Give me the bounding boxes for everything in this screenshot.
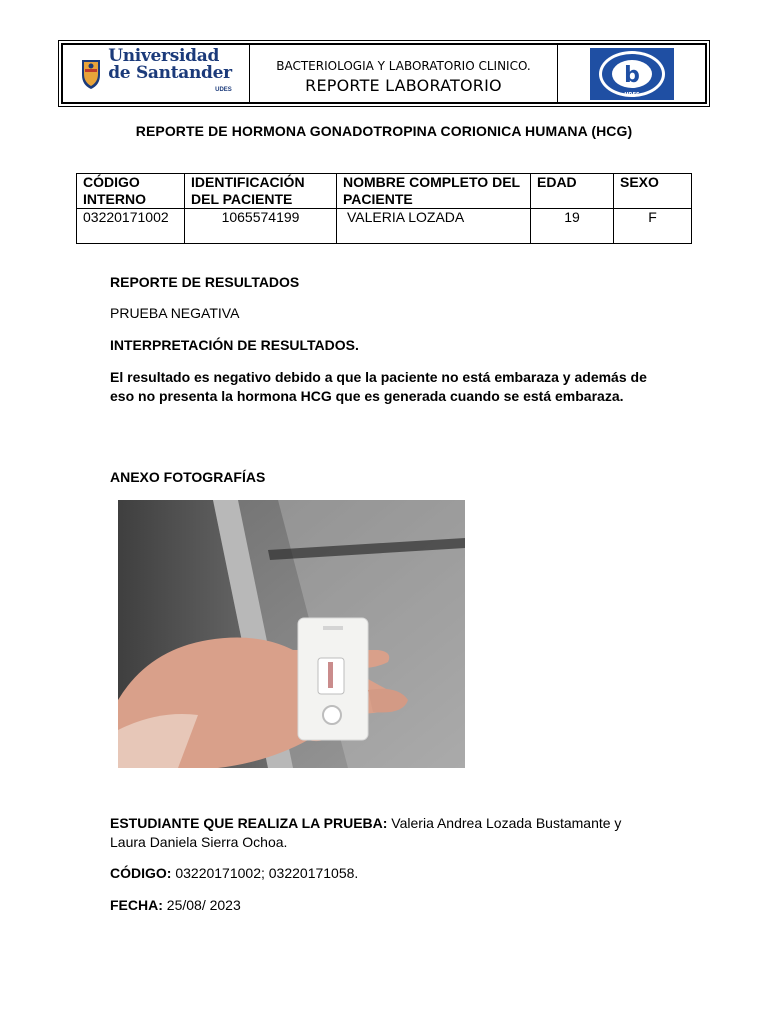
code-value: 03220171002; 03220171058. xyxy=(171,865,359,881)
student-value: Valeria Andrea Lozada Bustamante y Laura Daniela Sierra Ochoa. xyxy=(110,815,622,850)
university-abbrev: UDES xyxy=(215,87,232,93)
university-crest-icon xyxy=(80,57,102,91)
patient-info-table xyxy=(76,173,692,244)
code-label: CÓDIGO: xyxy=(110,865,172,881)
table-row xyxy=(77,209,692,244)
results-section-title: REPORTE DE RESULTADOS xyxy=(110,274,300,290)
cell-age: 19 xyxy=(531,209,614,244)
university-name-line2: de Santander xyxy=(108,63,232,83)
student-label: ESTUDIANTE QUE REALIZA LA PRUEBA: xyxy=(110,815,388,831)
annex-title: ANEXO FOTOGRAFÍAS xyxy=(110,469,266,485)
interpretation-text: El resultado es negativo debido a que la paciente no está embaraza y además de eso no presenta la hormona HCG que es generada cuando se está embaraza. xyxy=(110,369,647,404)
program-logo-cell xyxy=(558,45,705,102)
column-header-age: EDAD xyxy=(531,174,614,209)
header-title-cell xyxy=(250,45,558,102)
column-header-sex: SEXO xyxy=(614,174,692,209)
program-logo xyxy=(590,48,674,100)
university-logo-cell xyxy=(63,45,250,102)
cell-sex: F xyxy=(614,209,692,244)
cell-name: VALERIA LOZADA xyxy=(337,209,531,244)
report-title: REPORTE LABORATORIO xyxy=(305,75,502,95)
department-name: BACTERIOLOGIA Y LABORATORIO CLINICO. xyxy=(276,58,531,73)
test-result: PRUEBA NEGATIVA xyxy=(110,305,240,321)
column-header-code: CÓDIGO INTERNO xyxy=(77,174,185,209)
main-title: REPORTE DE HORMONA GONADOTROPINA CORIONICA HUMANA (HCG) xyxy=(135,123,633,139)
cell-code: 03220171002 xyxy=(77,209,185,244)
cell-id: 1065574199 xyxy=(185,209,337,244)
svg-text:b: b xyxy=(623,62,640,88)
test-photo xyxy=(118,500,465,768)
date-label: FECHA: xyxy=(110,897,163,913)
pregnancy-test-photo xyxy=(118,500,465,768)
date-value: 25/08/ 2023 xyxy=(162,897,241,913)
university-name-line1: Universidad xyxy=(108,46,220,66)
column-header-id: IDENTIFICACIÓN DEL PACIENTE xyxy=(185,174,337,209)
student-line xyxy=(110,814,630,852)
university-logo xyxy=(80,48,232,99)
svg-text:UDES: UDES xyxy=(623,91,640,98)
header-table xyxy=(61,43,707,104)
code-line xyxy=(110,864,630,883)
column-header-name: NOMBRE COMPLETO DEL PACIENTE xyxy=(337,174,531,209)
interpretation-title: INTERPRETACIÓN DE RESULTADOS. xyxy=(110,337,359,353)
table-header-row xyxy=(77,174,692,209)
date-line xyxy=(110,896,630,915)
